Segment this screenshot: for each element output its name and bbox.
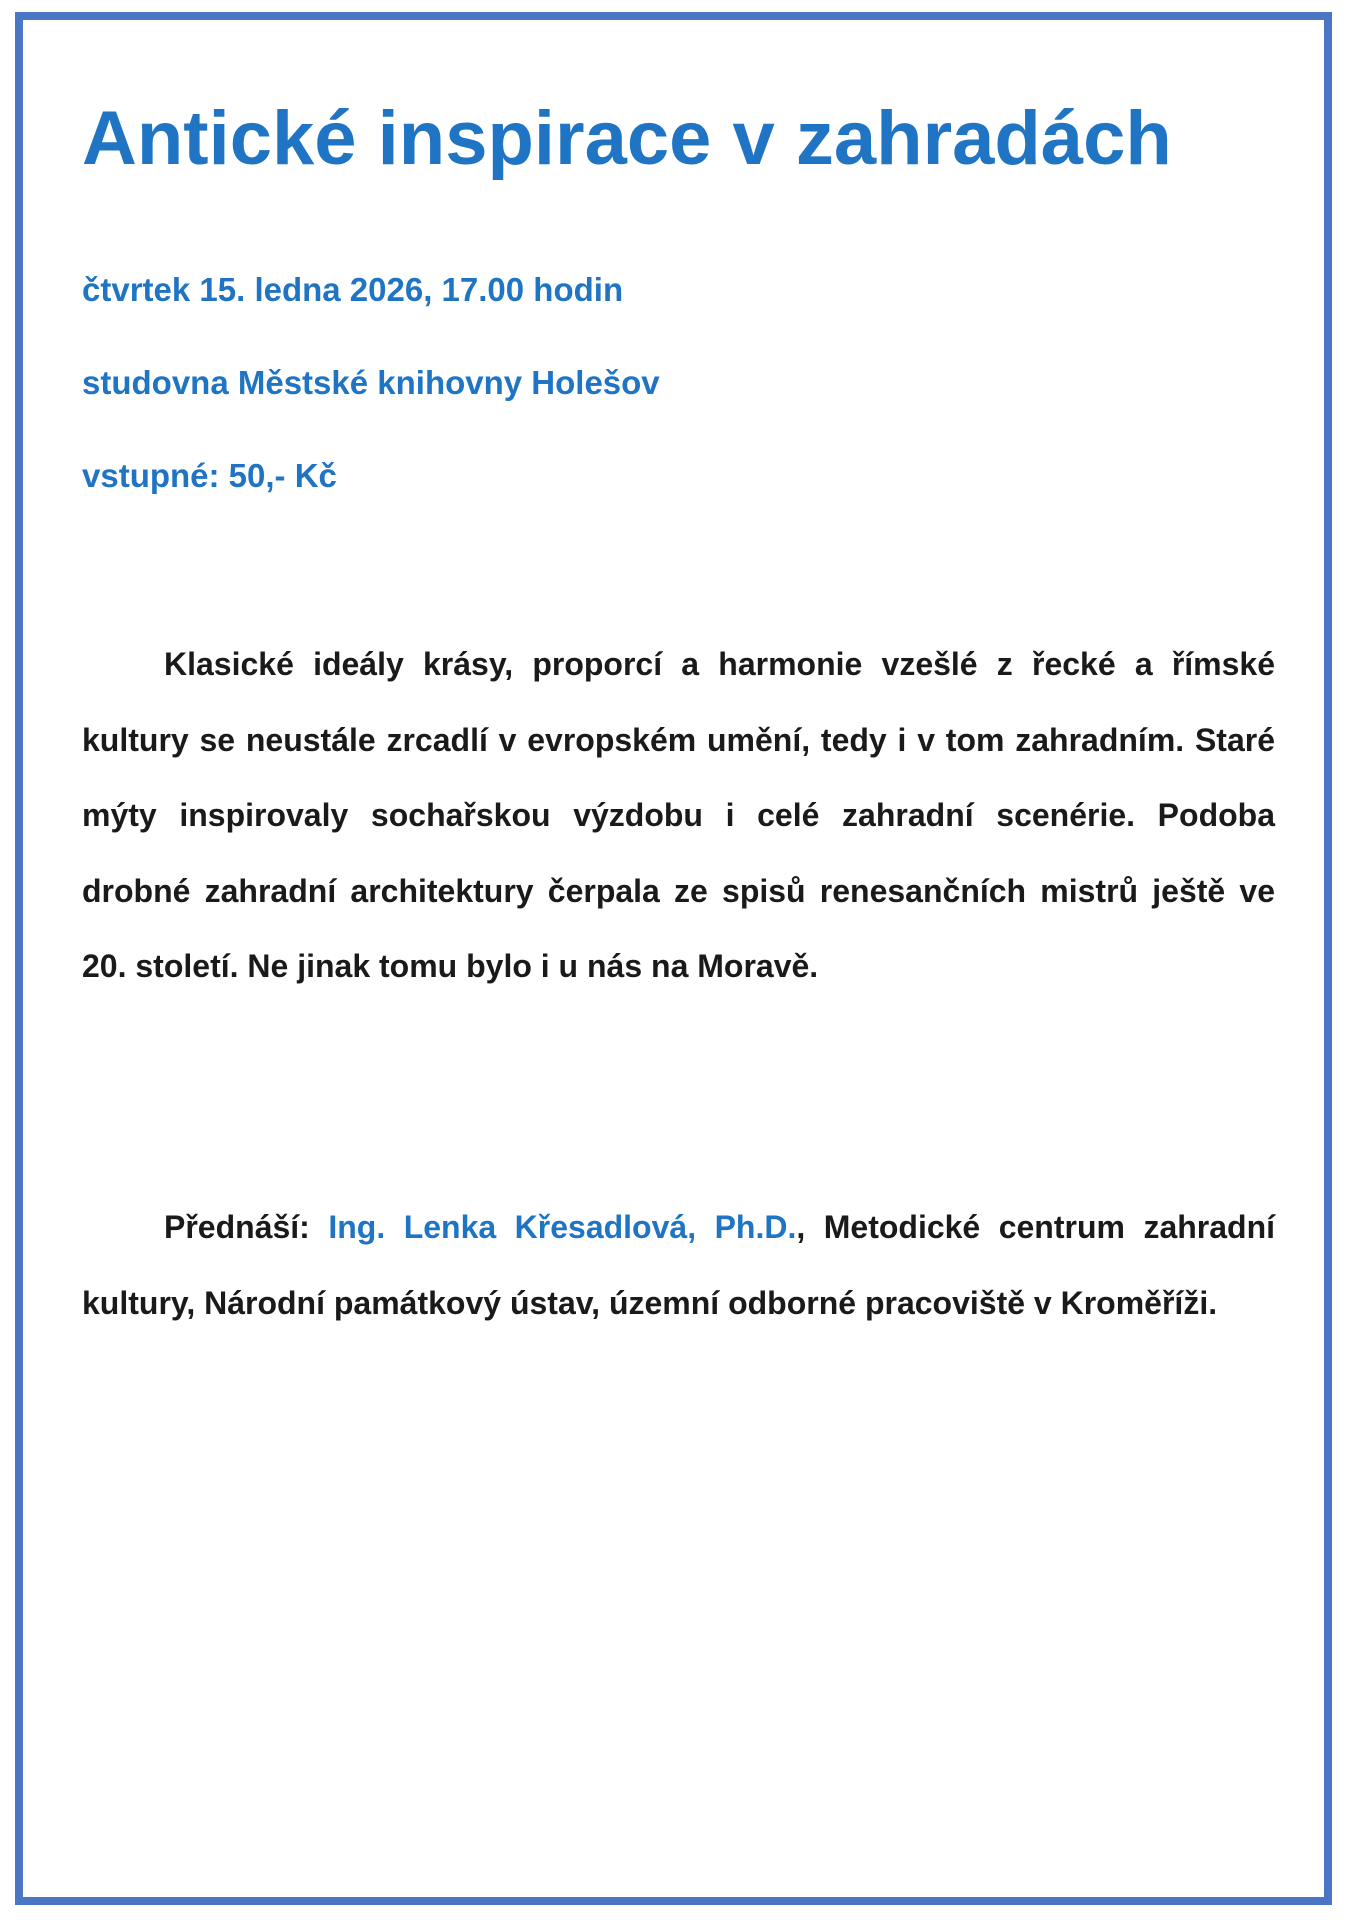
lecturer-paragraph xyxy=(82,1190,1275,1341)
event-title: Antické inspirace v zahradách xyxy=(82,96,1172,181)
lecturer-name: Ing. Lenka Křesadlová, Ph.D. xyxy=(328,1209,797,1245)
event-venue: studovna Městské knihovny Holešov xyxy=(82,364,660,401)
lecturer-label: Přednáší: xyxy=(164,1209,329,1245)
event-admission: vstupné: 50,- Kč xyxy=(82,457,337,494)
event-description: Klasické ideály krásy, proporcí a harmonie vzešlé z řecké a římské kultury se neustále zrcadlí v evropském umění, tedy i v tom zahradním. Staré mýty inspirovaly sochařskou výzdobu i celé zahradní scenérie. Podoba drobné zahradní architektury čerpala ze spisů renesančních mistrů ještě ve 20. století. Ne jinak tomu bylo i u nás na Moravě. xyxy=(82,646,1275,984)
lecturer-affiliation: , Metodické centrum zahradní kultury, Národní památkový ústav, územní odborné pracoviště v Kroměříži. xyxy=(82,1209,1276,1321)
event-date-time: čtvrtek 15. ledna 2026, 17.00 hodin xyxy=(82,271,624,308)
